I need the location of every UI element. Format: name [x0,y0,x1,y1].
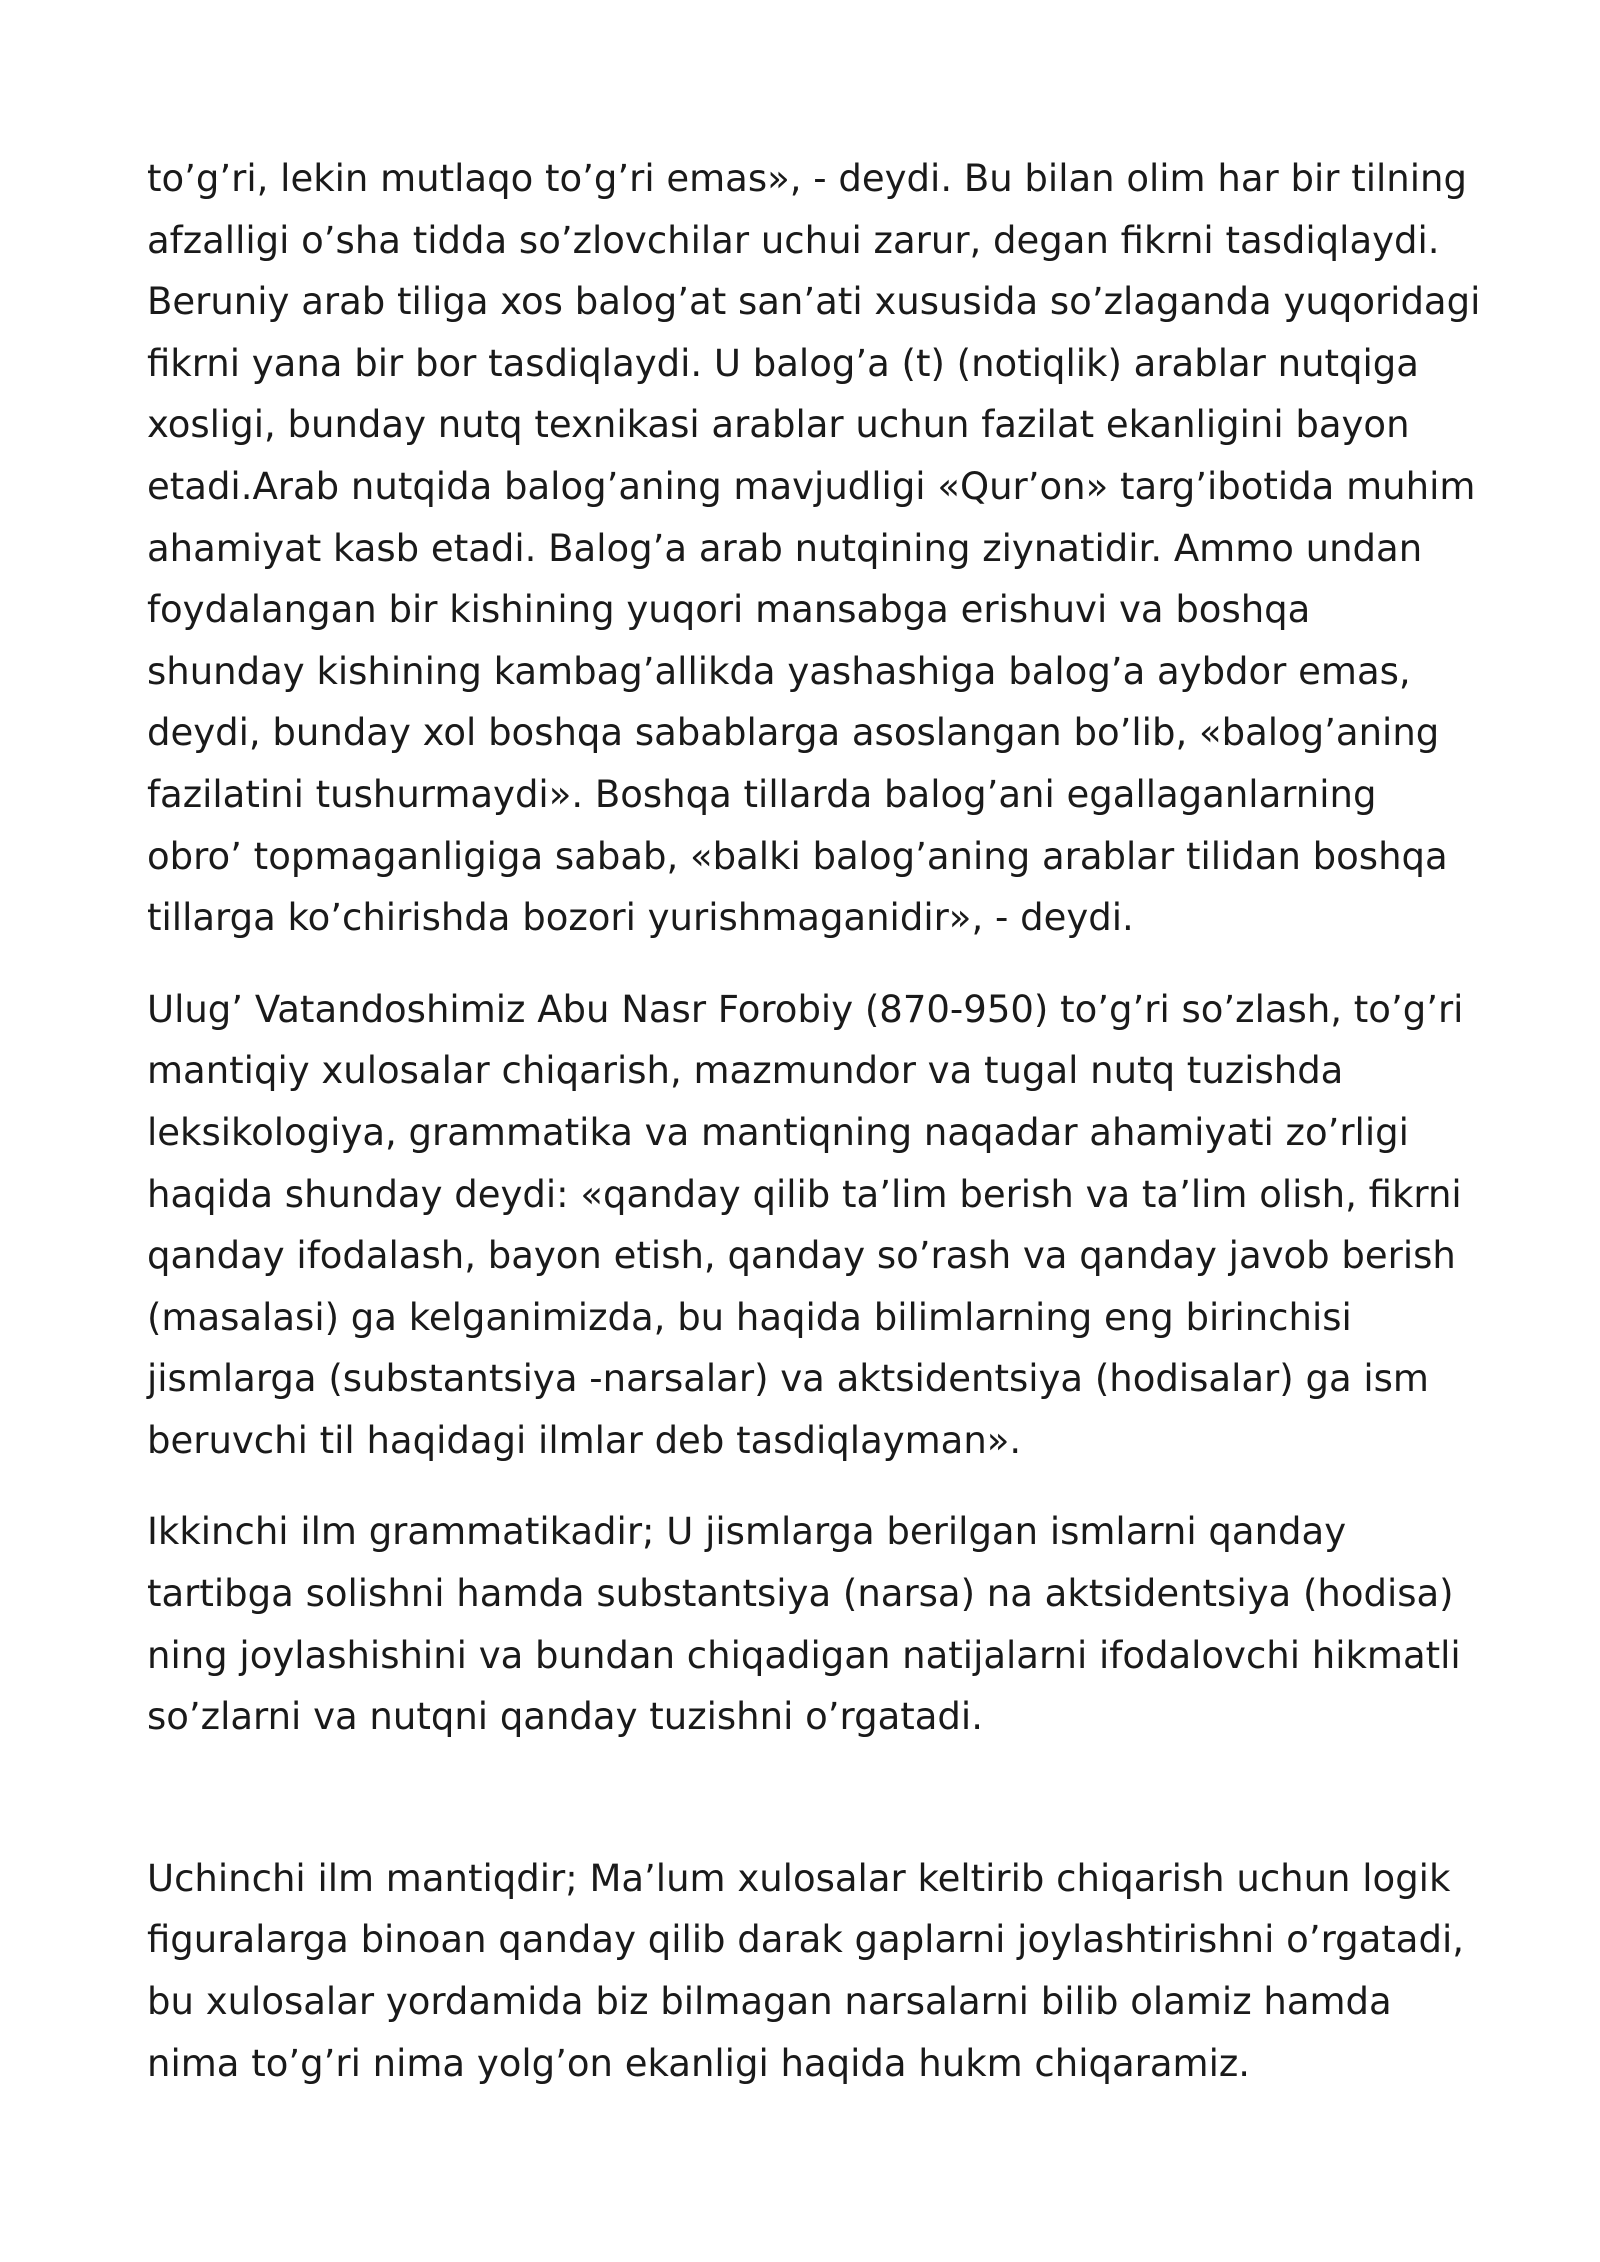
text-line: (masalasi) ga kelganimizda, bu haqida bilimlarning eng birinchisi [147,1295,1352,1339]
text-line: tartibga solishni hamda substantsiya (narsa) na aktsidentsiya (hodisa) [147,1572,1454,1616]
text-line: fikrni yana bir bor tasdiqlaydi. U balog’a (t) (notiqlik) arablar nutqiga [147,341,1419,385]
text-line: Ikkinchi ilm grammatikadir; U jismlarga berilgan ismlarni qanday [147,1510,1347,1554]
text-line: foydalangan bir kishining yuqori mansabga erishuvi va boshqa [147,588,1311,632]
text-line: etadi.Arab nutqida balog’aning mavjudligi «Qur’on» targ’ibotida muhim [147,464,1476,508]
text-line: mantiqiy xulosalar chiqarish, mazmundor va tugal nutq tuzishda [147,1049,1344,1093]
text-line: Ulug’ Vatandoshimiz Abu Nasr Forobiy (870-950) to’g’ri so’zlash, to’g’ri [147,987,1464,1031]
text-line: beruvchi til haqidagi ilmlar deb tasdiqlayman». [147,1418,1022,1462]
text-line: nima to’g’ri nima yolg’on ekanligi haqida hukm chiqaramiz. [147,2041,1251,2085]
paragraph-grammatika [147,1501,1467,1747]
paragraph-mantiq [147,1848,1467,2094]
text-line: ning joylashishini va bundan chiqadigan natijalarni ifodalovchi hikmatli [147,1633,1461,1677]
text-line: haqida shunday deydi: «qanday qilib ta’lim berish va ta’lim olish, fikrni [147,1172,1462,1216]
text-line: figuralarga binoan qanday qilib darak gaplarni joylashtirishni o’rgatadi, [147,1918,1465,1962]
text-line: to’g’ri, lekin mutlaqo to’g’ri emas», - deydi. Bu bilan olim har bir tilning [147,157,1467,200]
document-page [147,148,1481,2094]
text-line: leksikologiya, grammatika va mantiqning naqadar ahamiyati zo’rligi [147,1110,1409,1154]
paragraph-beruniy-balogat [147,148,1481,949]
text-line: so’zlarni va nutqni qanday tuzishni o’rgatadi. [147,1695,983,1739]
text-line: qanday ifodalash, bayon etish, qanday so’rash va qanday javob berish [147,1234,1456,1278]
text-line: bu xulosalar yordamida biz bilmagan narsalarni bilib olamiz hamda [147,1980,1392,2024]
text-line: jismlarga (substantsiya -narsalar) va aktsidentsiya (hodisalar) ga ism [147,1357,1429,1401]
paragraph-forobiy [147,979,1467,1472]
text-line: Beruniy arab tiliga xos balog’at san’ati xususida so’zlaganda yuqoridagi [147,280,1481,324]
text-line: shunday kishining kambag’allikda yashashiga balog’a aybdor emas, [147,649,1411,693]
text-line: fazilatini tushurmaydi». Boshqa tillarda balog’ani egallaganlarning [147,772,1377,816]
text-line: ahamiyat kasb etadi. Balog’a arab nutqining ziynatidir. Ammo undan [147,526,1423,570]
text-line: afzalligi o’sha tidda so’zlovchilar uchui zarur, degan fikrni tasdiqlaydi. [147,218,1440,262]
text-line: deydi, bunday xol boshqa sabablarga asoslangan bo’lib, «balog’aning [147,711,1440,755]
text-line: xosligi, bunday nutq texnikasi arablar uchun fazilat ekanligini bayon [147,403,1410,447]
text-line: tillarga ko’chirishda bozori yurishmaganidir», - deydi. [147,896,1134,940]
text-line: obro’ topmaganligiga sabab, «balki balog’aning arablar tilidan boshqa [147,834,1448,878]
text-line: Uchinchi ilm mantiqdir; Ma’lum xulosalar keltirib chiqarish uchun logik [147,1856,1451,1900]
